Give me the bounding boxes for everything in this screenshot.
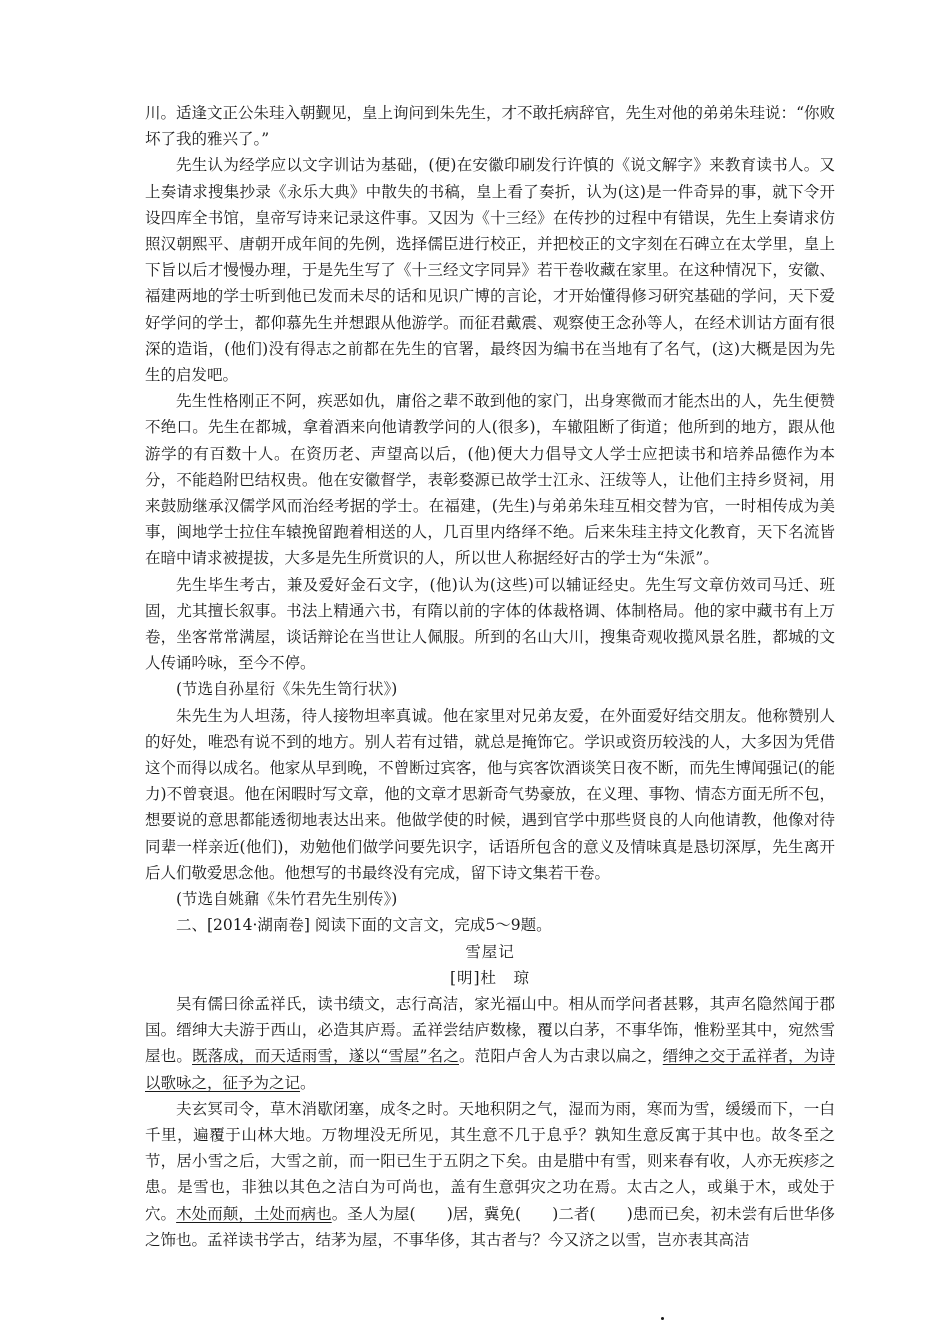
source-note-1: (节选自孙星衍《朱先生笥行状》) xyxy=(176,680,398,699)
paragraph-7-text-b: 。圣人为屋( )居，冀免( )二者( )患而已矣，初未尝有后世华侈之饰也。孟祥读书学古，结茅为屋，不事华侈，其古者与？今又济之以雪，岂亦表其高洁 xyxy=(145,1204,835,1249)
paragraph-6 xyxy=(145,991,835,1096)
paragraph-1: 川。适逢文正公朱珪入朝觐见，皇上询问到朱先生，才不敢托病辞官，先生对他的弟弟朱珪说：“你败坏了我的雅兴了。” xyxy=(145,104,835,149)
source-note-2: (节选自姚鼐《朱竹君先生别传》) xyxy=(176,890,398,909)
essay-title: 雪屋记 xyxy=(465,942,515,961)
paragraph-6-text-b: 。范阳卢舍人为古隶以扁之， xyxy=(459,1047,663,1066)
paragraph-4: 先生毕生考古，兼及爱好金石文字，(他)认为(这些)可以辅证经史。先生写文章仿效司马迁、班固，尤其擅长叙事。书法上精通六书，有隋以前的字体的体裁格调、体制格局。他的家中藏书有上万卷，坐客常常满屋，谈话辩论在当世让人佩服。所到的名山大川，搜集奇观收揽风景名胜，都城的文人传诵吟咏，至今不停。 xyxy=(145,575,835,673)
page-dot-mark xyxy=(661,1317,664,1320)
question-heading: 二、[2014·湖南卷] 阅读下面的文言文，完成5～9题。 xyxy=(176,916,552,935)
paragraph-7 xyxy=(145,1096,835,1253)
paragraph-5: 朱先生为人坦荡，待人接物坦率真诚。他在家里对兄弟友爱，在外面爱好结交朋友。他称赞别人的好处，唯恐有说不到的地方。别人若有过错，就总是掩饰它。学识或资历较浅的人，大多因为凭借这个而得以成名。他家从早到晚，不曾断过宾客，他与宾客饮酒谈笑日夜不断，而先生博闻强记(的能力)不曾衰退。他在闲暇时写文章，他的文章才思新奇气势豪放，在义理、事物、情态方面无所不包，想要说的意思都能透彻地表达出来。他做学使的时候，遇到官学中那些贤良的人向他请教，他像对待同辈一样亲近(他们)，劝勉他们做学问要先识字，话语所包含的意义及情味真是恳切深厚，先生离开后人们敬爱思念他。他想写的书最终没有完成，留下诗文集若干卷。 xyxy=(145,706,835,882)
paragraph-6-text-a: 吴有儒曰徐孟祥氏，读书绩文，志行高洁，家光福山中。相从而学问者甚夥，其声名隐然闻于郡国。缙绅大夫游于西山，必造其庐焉。孟祥尝结庐数椽，覆以白茅，不事华饰，惟粉垩其中，宛然雪屋也。 xyxy=(145,994,835,1066)
paragraph-7-text-a: 夫玄冥司令，草木消歇闭塞，成冬之时。天地积阴之气，湿而为雨，寒而为雪，缓缓而下，一白千里，遍覆于山林大地。万物埋没无所见，其生意不几于息乎？孰知生意反寓于其中也。故冬至之节，居小雪之后，大雪之前，而一阳已生于五阴之下矣。由是腊中有雪，则来春有收，人亦无疾疹之患。是雪也，非独以其色之洁白为可尚也，盖有生意弭灾之功在焉。太古之人，或巢于木，或处于穴。 xyxy=(145,1099,835,1223)
paragraph-3: 先生性格刚正不阿，疾恶如仇，庸俗之辈不敢到他的家门，出身寒微而才能杰出的人，先生便赞不绝口。先生在都城，拿着酒来向他请教学问的人(很多)，车辙阻断了街道；他所到的地方，跟从他游学的有百数十人。在资历老、声望高以后，(他)便大力倡导文人学士应把读书和培养品德作为本分，不能趋附巴结权贵。他在安徽督学，表彰婺源已故学士江永、汪绂等人，让他们主持乡贤祠，用来鼓励继承汉儒学风而治经考据的学士。在福建，(先生)与弟弟朱珪互相交替为官，一时相传成为美事，闽地学士拉住车辕挽留跑着相送的人，几百里内络绎不绝。后来朱珪主持文化教育，天下名流皆在暗中请求被提拔，大多是先生所赏识的人，所以世人称据经好古的学士为“朱派”。 xyxy=(145,392,835,568)
underlined-sentence-2: 缙绅之交于孟祥者，为诗以歌咏之，征予为之记 xyxy=(145,1047,835,1092)
document-body xyxy=(145,100,835,1253)
paragraph-2: 先生认为经学应以文字训诂为基础，(便)在安徽印刷发行许慎的《说文解字》来教育读书人。又上奏请求搜集抄录《永乐大典》中散失的书稿，皇上看了奏折，认为(这)是一件奇异的事，就下令开设四库全书馆，皇帝写诗来记录这件事。又因为《十三经》在传抄的过程中有错误，先生上奏请求仿照汉朝熙平、唐朝开成年间的先例，选择儒臣进行校正，并把校正的文字刻在石碑立在太学里，皇上下旨以后才慢慢办理，于是先生写了《十三经文字同异》若干卷收藏在家里。在这种情况下，安徽、福建两地的学士听到他已发而未尽的话和见识广博的言论，才开始懂得修习研究基础的学问，天下爱好学问的学士，都仰慕先生并想跟从他游学。而征君戴震、观察使王念孙等人，在经术训诂方面有很深的造诣，(他们)没有得志之前都在先生的官署，最终因为编书在当地有了名气，(这)大概是因为先生的启发吧。 xyxy=(145,156,835,385)
underlined-sentence-1: 既落成，而天适雨雪，遂以“雪屋”名之 xyxy=(192,1047,459,1066)
essay-author: [明]杜 琼 xyxy=(449,968,531,987)
underlined-sentence-3: 木处而颠，土处而病也 xyxy=(176,1204,332,1223)
paragraph-6-text-c: 。 xyxy=(300,1073,316,1092)
